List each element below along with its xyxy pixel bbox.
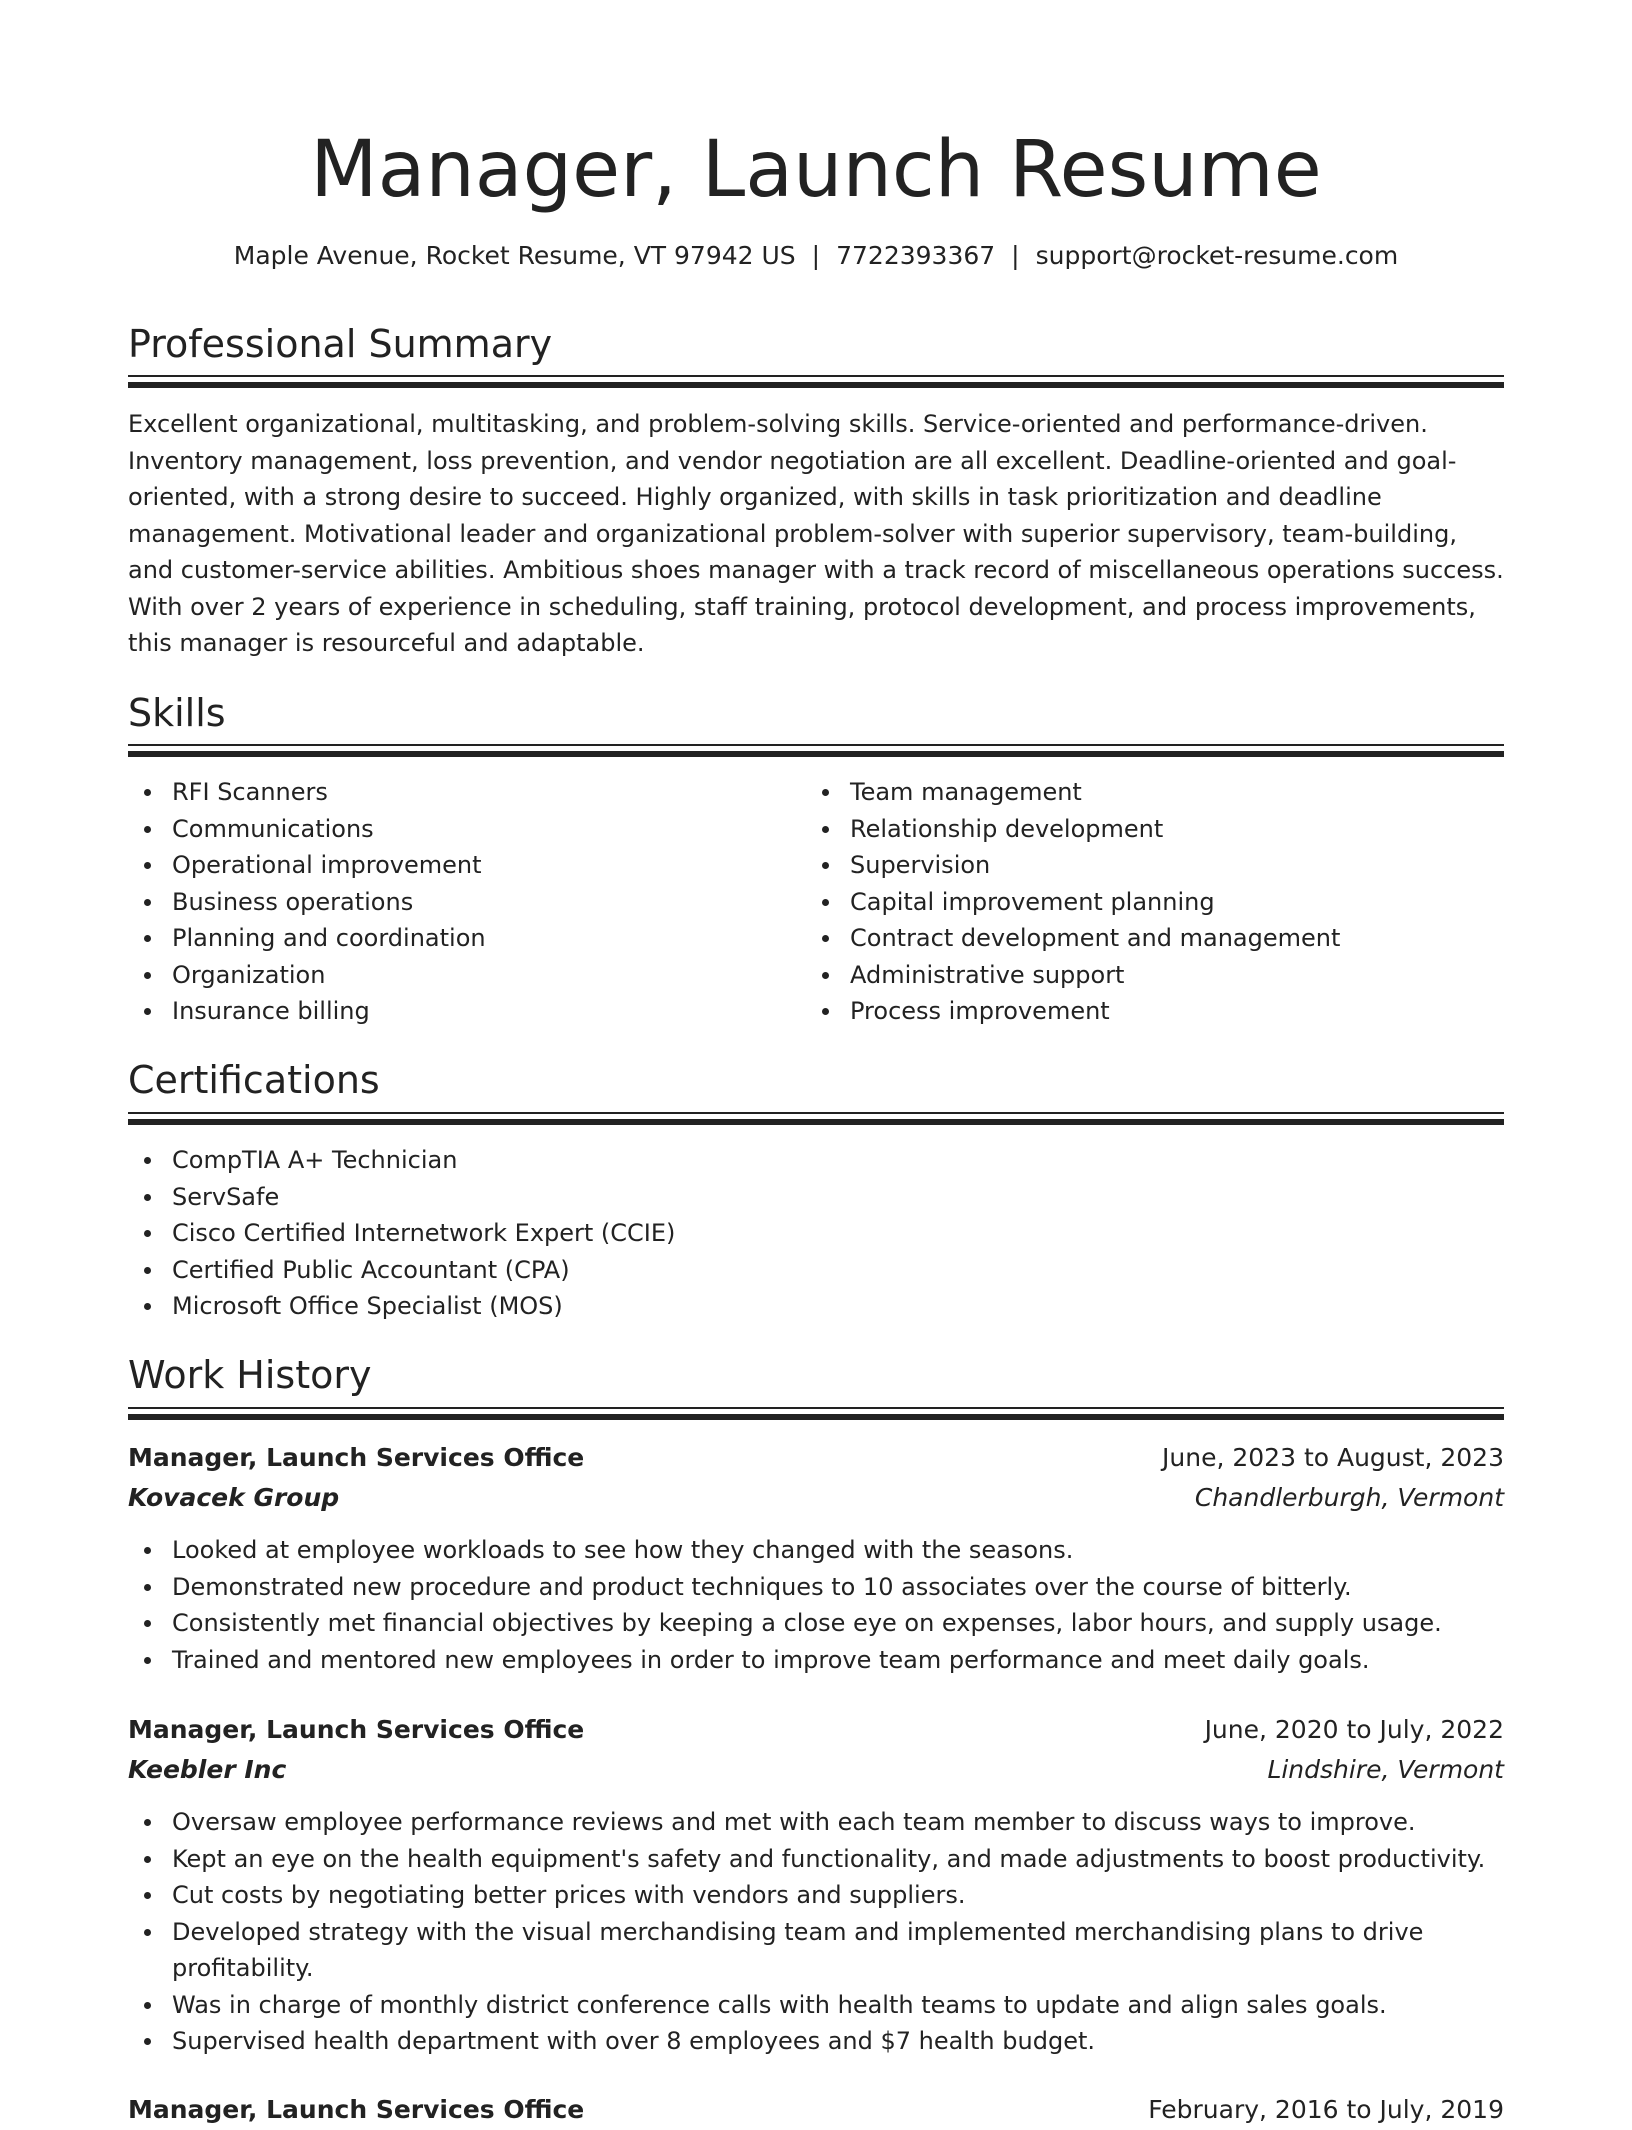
job-header — [128, 1438, 1504, 1518]
skill-item: Operational improvement — [128, 847, 808, 884]
certification-item: Cisco Certified Internetwork Expert (CCIE) — [128, 1215, 1504, 1252]
job-bullet: Cut costs by negotiating better prices with vendors and suppliers. — [128, 1877, 1504, 1914]
section-title-certifications: Certifications — [128, 1058, 380, 1102]
job-dates: February, 2016 to July, 2019 — [1148, 2095, 1504, 2124]
section-divider — [128, 375, 1504, 389]
contact-separator: | — [811, 241, 821, 270]
job-dates: June, 2023 to August, 2023 — [1162, 1443, 1504, 1472]
skill-item: Relationship development — [806, 811, 1504, 848]
skill-item: Team management — [806, 774, 1504, 811]
section-divider — [128, 1407, 1504, 1421]
job-bullet: Oversaw employee performance reviews and met with each team member to discuss ways to improve. — [128, 1804, 1504, 1841]
contact-address: Maple Avenue, Rocket Resume, VT 97942 US — [233, 241, 796, 270]
job-bullet: Developed strategy with the visual merchandising team and implemented merchandising plans to drive profitability. — [128, 1914, 1504, 1987]
certification-item: ServSafe — [128, 1179, 1504, 1216]
section-divider — [128, 1112, 1504, 1126]
section-title-work-history: Work History — [128, 1353, 372, 1397]
certification-item: CompTIA A+ Technician — [128, 1142, 1504, 1179]
job-company: Keebler Inc — [128, 1755, 287, 1784]
skill-item: Communications — [128, 811, 808, 848]
section-title-summary: Professional Summary — [128, 322, 553, 366]
job-bullet: Looked at employee workloads to see how they changed with the seasons. — [128, 1532, 1504, 1569]
job-dates: June, 2020 to July, 2022 — [1204, 1715, 1504, 1744]
skill-item: Administrative support — [806, 957, 1504, 994]
contact-phone: 7722393367 — [836, 241, 996, 270]
certification-item: Microsoft Office Specialist (MOS) — [128, 1288, 1504, 1325]
skill-item: Supervision — [806, 847, 1504, 884]
skill-item: Process improvement — [806, 993, 1504, 1030]
job-location: Lindshire, Vermont — [1267, 1755, 1504, 1784]
job-location: Chandlerburgh, Vermont — [1194, 1483, 1504, 1512]
skills-right-list — [806, 774, 1504, 1030]
job-company: Kovacek Group — [128, 1483, 340, 1512]
job-bullets — [128, 1804, 1504, 2060]
skill-item: Business operations — [128, 884, 808, 921]
job-header — [128, 2090, 1504, 2130]
skill-item: Insurance billing — [128, 993, 808, 1030]
job-title: Manager, Launch Services Office — [128, 1715, 585, 1744]
section-title-skills: Skills — [128, 691, 226, 735]
section-divider — [128, 744, 1504, 758]
skill-item: Organization — [128, 957, 808, 994]
summary-text: Excellent organizational, multitasking, and problem-solving skills. Service-oriented and performance-driven. Inventory management, loss prevention, and vendor negotiation are all excellent. Deadline-oriented and goal-oriented, with a strong desire to succeed. Highly organized, with skills in task prioritization and deadline management. Motivational leader and organizational problem-solver with superior supervisory, team-building, and customer-service abilities. Ambitious shoes manager with a track record of miscellaneous operations success. With over 2 years of experience in scheduling, staff training, protocol development, and process improvements, this manager is resourceful and adaptable. — [128, 410, 1504, 657]
job-bullet: Was in charge of monthly district conference calls with health teams to update and align sales goals. — [128, 1987, 1504, 2024]
resume-name: Manager, Launch Resume — [310, 125, 1322, 215]
job-title: Manager, Launch Services Office — [128, 1443, 585, 1472]
skill-item: Capital improvement planning — [806, 884, 1504, 921]
job-header — [128, 1710, 1504, 1790]
job-bullet: Demonstrated new procedure and product techniques to 10 associates over the course of bitterly. — [128, 1569, 1504, 1606]
skill-item: Contract development and management — [806, 920, 1504, 957]
certification-item: Certified Public Accountant (CPA) — [128, 1252, 1504, 1289]
contact-separator: | — [1011, 241, 1020, 270]
job-bullet: Supervised health department with over 8 employees and $7 health budget. — [128, 2023, 1504, 2060]
skill-item: Planning and coordination — [128, 920, 808, 957]
skills-left-list — [128, 774, 808, 1030]
job-bullet: Kept an eye on the health equipment's safety and functionality, and made adjustments to boost productivity. — [128, 1841, 1504, 1878]
job-bullet: Trained and mentored new employees in order to improve team performance and meet daily goals. — [128, 1642, 1504, 1679]
job-bullet: Consistently met financial objectives by keeping a close eye on expenses, labor hours, and supply usage. — [128, 1605, 1504, 1642]
contact-line — [128, 238, 1504, 274]
skill-item: RFI Scanners — [128, 774, 808, 811]
job-title: Manager, Launch Services Office — [128, 2095, 585, 2124]
certifications-list — [128, 1142, 1504, 1325]
contact-email: support@rocket-resume.com — [1035, 241, 1399, 270]
job-bullets — [128, 1532, 1504, 1678]
